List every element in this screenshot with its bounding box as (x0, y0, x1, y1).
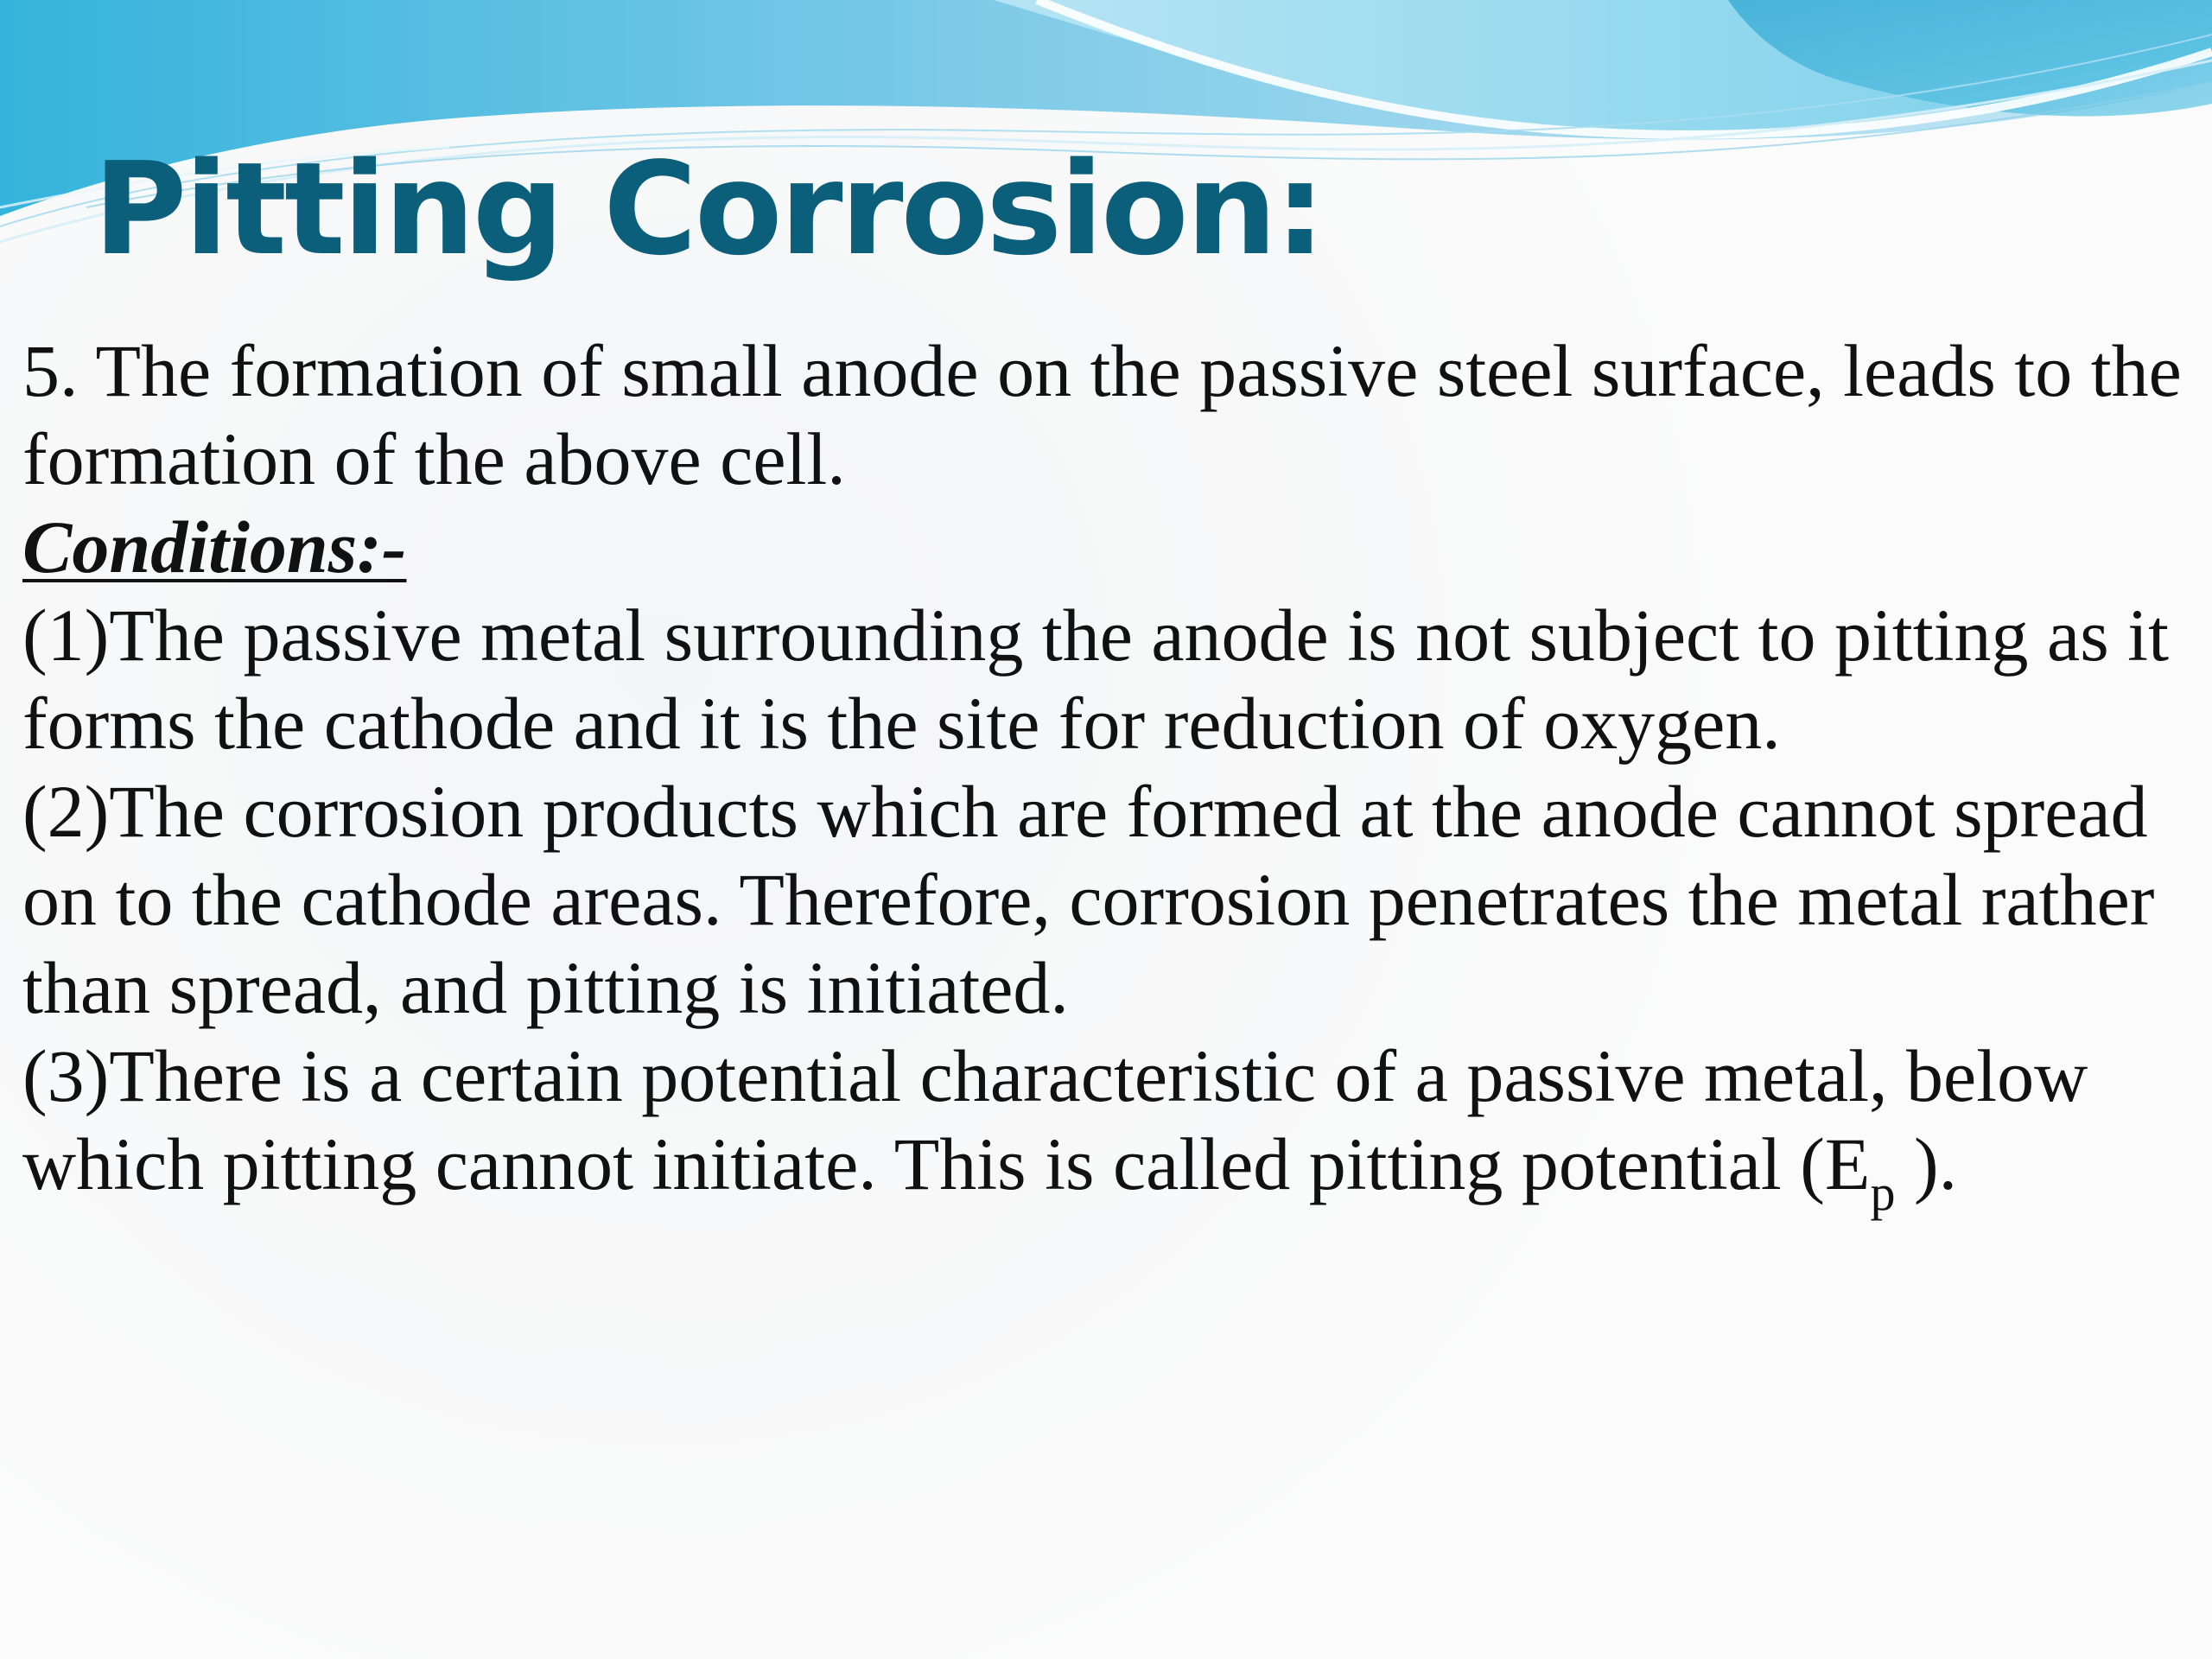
symbol-open: (E (1800, 1122, 1871, 1205)
condition-3 (22, 1032, 2183, 1221)
slide-body (22, 327, 2183, 1221)
conditions-heading-line (22, 503, 2183, 591)
condition-3-text: (3)There is a certain potential characteristic of a passive metal, below which pitting cannot initiate. This is called pitting potential (22, 1034, 2088, 1205)
symbol-close: ). (1895, 1122, 1958, 1205)
symbol-subscript: p (1870, 1165, 1896, 1221)
condition-1: (1)The passive metal surrounding the anode is not subject to pitting as it forms the cathode and it is the site for reduction of oxygen. (22, 594, 2169, 765)
pitting-potential-symbol (1800, 1122, 1958, 1221)
intro-paragraph: 5. The formation of small anode on the passive steel surface, leads to the formation of the above cell. (22, 329, 2182, 500)
condition-2: (2)The corrosion products which are formed at the anode cannot spread on to the cathode areas. Therefore, corrosion penetrates the metal rather than spread, and pitting is initiated. (22, 770, 2155, 1029)
conditions-heading: Conditions:- (22, 505, 407, 588)
slide-title: Pitting Corrosion: (93, 135, 1324, 283)
